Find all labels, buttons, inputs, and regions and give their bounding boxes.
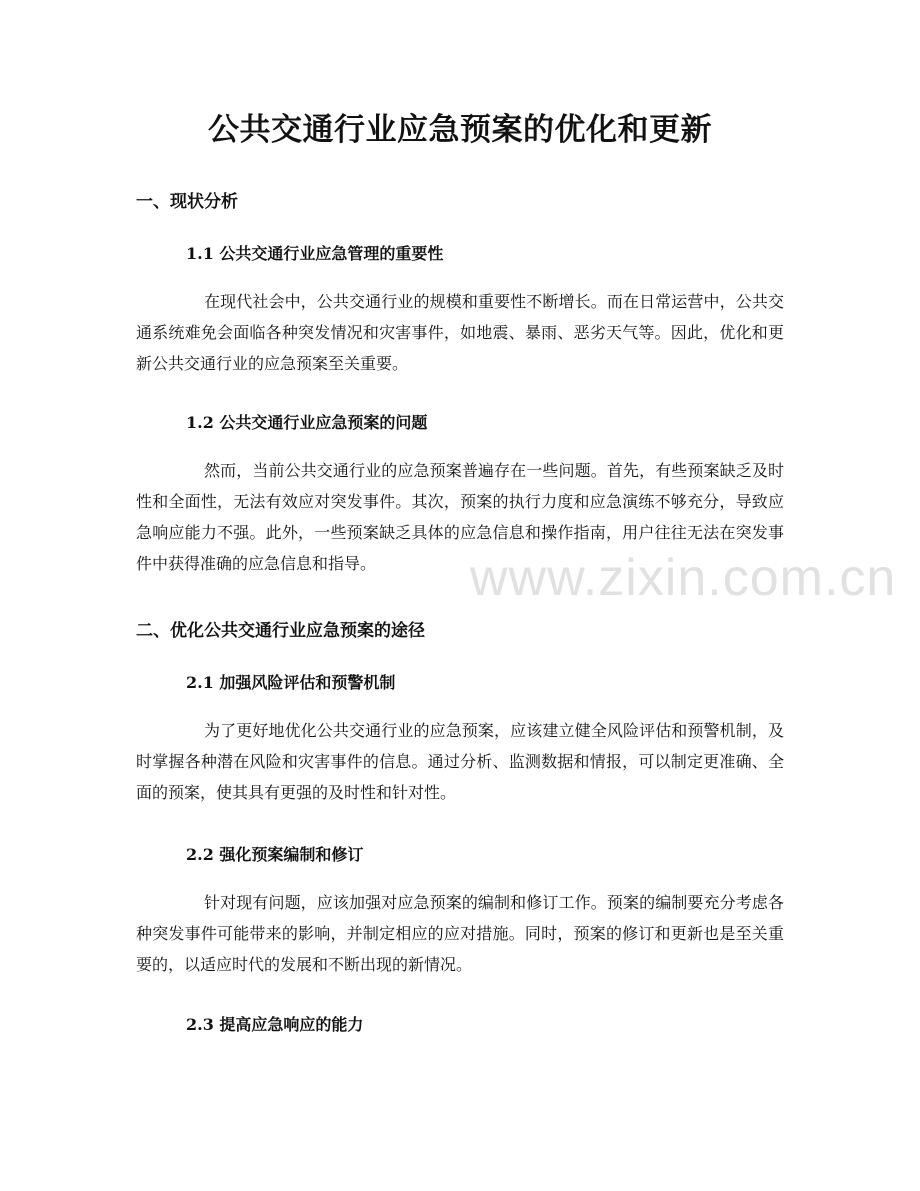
watermark: www.zixin.com.cn [470, 549, 897, 607]
subsection-heading-2-2: 2.2 强化预案编制和修订 [186, 845, 364, 864]
section-heading-1: 一、现状分析 [136, 192, 238, 212]
section-heading-2: 二、优化公共交通行业应急预案的途径 [136, 621, 425, 641]
subsection-heading-2-1: 2.1 加强风险评估和预警机制 [186, 673, 396, 692]
subsection-heading-2-3: 2.3 提高应急响应的能力 [186, 1015, 364, 1034]
subsection-heading-1-2: 1.2 公共交通行业应急预案的问题 [186, 413, 428, 432]
subsection-heading-1-1: 1.1 公共交通行业应急管理的重要性 [186, 244, 444, 263]
paragraph-2-2: 针对现有问题，应该加强对应急预案的编制和修订工作。预案的编制要充分考虑各种突发事件可能带来的影响，并制定相应的应对措施。同时，预案的修订和更新也是至关重要的，以适应时代的发展和不断出现的新情况。 [136, 893, 784, 974]
document-title: 公共交通行业应急预案的优化和更新 [208, 112, 712, 148]
paragraph-2-1: 为了更好地优化公共交通行业的应急预案，应该建立健全风险评估和预警机制，及时掌握各种潜在风险和灾害事件的信息。通过分析、监测数据和情报，可以制定更准确、全面的预案，使其具有更强的及时性和针对性。 [136, 721, 784, 802]
paragraph-1-1: 在现代社会中，公共交通行业的规模和重要性不断增长。而在日常运营中，公共交通系统难免会面临各种突发情况和灾害事件，如地震、暴雨、恶劣天气等。因此，优化和更新公共交通行业的应急预案至关重要。 [136, 292, 784, 373]
paragraph-1-2: 然而，当前公共交通行业的应急预案普遍存在一些问题。首先，有些预案缺乏及时性和全面性，无法有效应对突发事件。其次，预案的执行力度和应急演练不够充分，导致应急响应能力不强。此外，一些预案缺乏具体的应急信息和操作指南，用户往往无法在突发事件中获得准确的应急信息和指导。 [136, 461, 784, 573]
